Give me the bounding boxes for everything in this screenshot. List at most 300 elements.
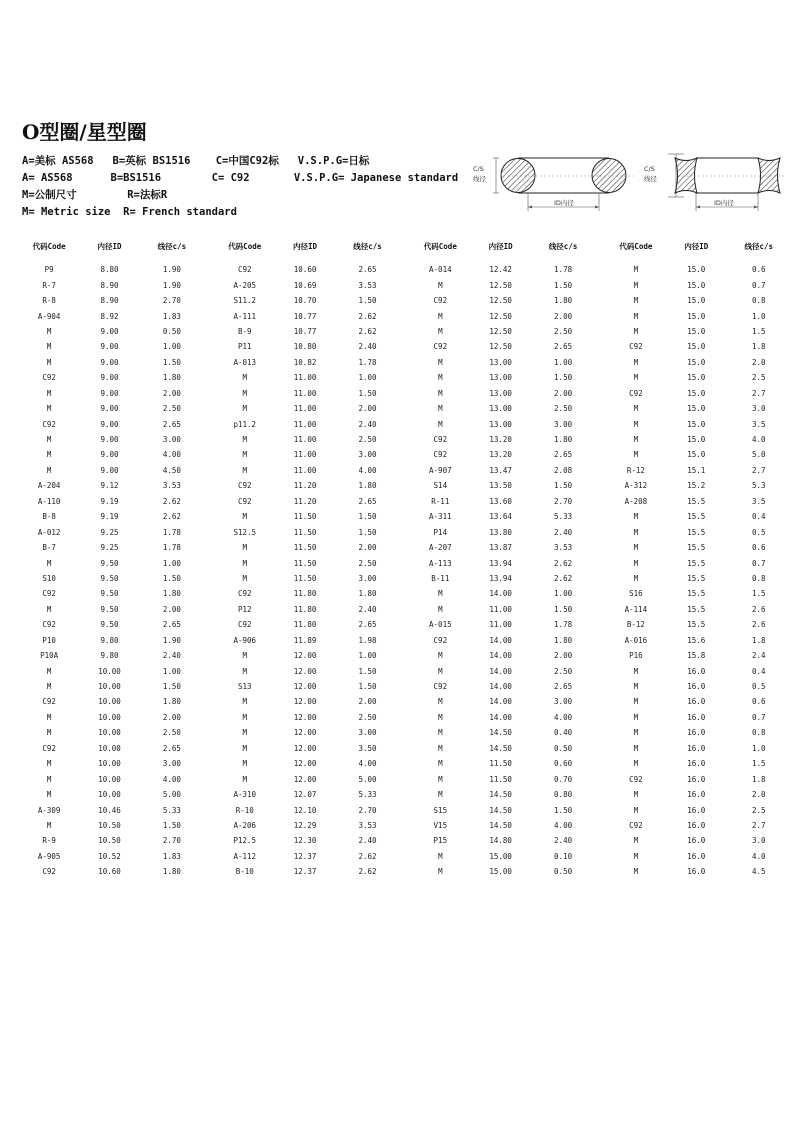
cs-label-top: C/S [473,165,484,173]
cell-cs: 2.62 [162,512,181,522]
header-code: 代码Code [228,241,262,251]
column-gap [399,494,411,509]
cell-id: 16.0 [687,820,706,830]
cell-id: 9.12 [100,481,119,491]
cell-cs: 2.40 [162,651,181,661]
column-gap [203,494,215,509]
cell-code: M [438,404,443,414]
cell-id: 10.00 [98,759,121,769]
column-gap [594,617,606,632]
cell-id: 11.50 [489,774,512,784]
cell-id: 12.50 [489,280,512,290]
cell-id: 15.5 [687,604,706,614]
cell-code: p11.2 [233,419,257,429]
column-gap [594,540,606,555]
cell-id: 10.50 [98,836,121,846]
column-gap [399,355,411,370]
cell-code: M [242,651,247,661]
column-gap [594,416,606,431]
cell-code: A-014 [429,265,452,275]
cell-cs: 1.8 [751,635,766,645]
column-gap [203,725,215,740]
cell-code: M [46,388,52,398]
cell-cs: 1.8 [751,342,766,352]
cell-id: 10.52 [98,851,121,861]
cell-cs: 2.70 [162,836,181,846]
cell-cs: 1.80 [358,589,377,599]
cell-id: 8.90 [100,280,119,290]
cell-code: S15 [433,805,448,815]
column-gap [203,648,215,663]
table-row [20,725,790,740]
cell-code: M [438,311,443,321]
table-row [20,818,790,833]
column-gap [399,478,411,493]
cell-cs: 1.78 [554,620,573,630]
cell-cs: 1.5 [751,589,766,599]
column-gap [203,463,215,478]
column-gap [203,355,215,370]
cell-code: C92 [629,820,643,830]
cell-cs: 3.00 [358,450,377,460]
cell-id: 9.00 [100,404,119,414]
size-table [20,238,790,880]
cell-cs: 0.8 [751,573,766,583]
cell-cs: 3.50 [358,743,377,753]
cell-cs: 2.40 [358,342,377,352]
column-gap [203,555,215,570]
cell-id: 11.80 [293,620,317,630]
cell-cs: 4.5 [751,867,766,877]
cell-code: A-012 [37,527,61,537]
cell-cs: 2.40 [358,836,377,846]
table-row [20,586,790,601]
cell-id: 9.50 [100,573,119,583]
cell-id: 11.00 [293,388,317,398]
cell-code: C92 [433,635,448,645]
column-gap [203,741,215,756]
cell-cs: 1.78 [162,543,181,553]
table-row [20,540,790,555]
cell-code: C92 [433,682,448,692]
cell-cs: 3.00 [358,728,377,738]
cell-cs: 3.53 [358,820,377,830]
cell-code: M [46,790,52,800]
cell-cs: 1.50 [162,682,181,692]
cell-cs: 1.00 [162,342,181,352]
cell-id: 13.00 [489,404,512,414]
cell-cs: 2.62 [358,851,377,861]
cell-code: M [633,373,639,383]
cell-id: 10.77 [293,326,317,336]
column-gap [203,447,215,462]
table-body [20,262,790,880]
cell-id: 16.0 [687,851,706,861]
column-gap [399,617,411,632]
cell-code: M [438,743,443,753]
cell-code: C92 [42,589,56,599]
cell-cs: 3.53 [554,543,573,553]
column-gap [203,478,215,493]
cell-code: S13 [237,682,252,692]
cell-id: 11.00 [489,620,512,630]
cell-id: 11.80 [293,604,317,614]
cell-code: A-312 [624,481,648,491]
column-gap [594,756,606,771]
cell-id: 9.80 [100,635,119,645]
cell-cs: 3.00 [554,419,573,429]
column-gap [203,386,215,401]
cell-code: M [242,743,247,753]
column-gap [203,663,215,678]
table-row [20,401,790,416]
cell-code: M [438,280,443,290]
cell-id: 16.0 [687,790,706,800]
table-row [20,679,790,694]
table-row [20,524,790,539]
column-gap [399,324,411,339]
column-gap [203,524,215,539]
column-gap [594,648,606,663]
cell-cs: 5.0 [751,450,766,460]
cell-code: M [438,651,443,661]
cell-id: 10.00 [98,712,121,722]
column-gap [594,324,606,339]
column-gap [203,710,215,725]
cell-cs: 2.08 [554,465,573,475]
cell-code: M [633,450,639,460]
cell-cs: 2.00 [358,404,377,414]
cell-cs: 2.50 [358,712,377,722]
cell-id: 12.00 [293,728,317,738]
column-gap [399,771,411,786]
cell-id: 13.87 [489,543,512,553]
xring-id-label: ID内径 [714,199,734,207]
cell-code: M [46,326,52,336]
table-row [20,494,790,509]
column-gap [594,494,606,509]
table-row [20,447,790,462]
cell-id: 12.00 [293,743,317,753]
cell-id: 11.20 [293,481,317,491]
cell-code: M [438,759,443,769]
cell-code: M [242,388,247,398]
column-gap [594,787,606,802]
column-gap [399,555,411,570]
cell-cs: 1.83 [162,851,181,861]
cell-code: C92 [433,435,448,445]
cell-id: 16.0 [687,712,706,722]
cell-code: B-7 [42,543,56,553]
cell-code: V15 [433,820,448,830]
cell-id: 10.77 [293,311,317,321]
cell-cs: 2.40 [554,527,573,537]
cell-code: A-907 [429,465,452,475]
cell-id: 12.00 [293,697,317,707]
cell-code: A-110 [37,496,61,506]
cell-id: 15.0 [687,342,706,352]
cell-cs: 2.65 [554,682,573,692]
cell-id: 15.0 [687,311,706,321]
table-row [20,370,790,385]
cell-code: M [633,296,639,306]
cell-id: 12.00 [293,666,317,676]
column-gap [399,586,411,601]
cell-id: 13.94 [489,558,512,568]
cell-cs: 0.6 [751,265,766,275]
cell-id: 10.46 [98,805,121,815]
cell-code: M [633,759,639,769]
cell-code: M [46,820,52,830]
cell-cs: 3.00 [358,573,377,583]
cell-code: M [438,604,443,614]
table-row [20,802,790,817]
id-label: ID内径 [554,199,574,207]
cell-cs: 5.33 [358,790,377,800]
cell-cs: 1.50 [554,481,573,491]
cell-id: 14.50 [489,805,512,815]
cell-code: M [46,465,52,475]
table-header-row [20,238,790,254]
column-gap [399,463,411,478]
table-row [20,339,790,354]
table-row [20,262,790,277]
legend-line-en: A= AS568 B=BS1516 C= C92 V.S.P.G= Japanese standard [22,172,459,184]
column-gap [594,262,606,277]
cell-cs: 1.5 [751,326,766,336]
cell-cs: 0.7 [751,280,766,290]
column-gap [399,802,411,817]
cell-id: 11.89 [293,635,317,645]
column-gap [203,849,215,864]
cell-id: 9.00 [100,419,119,429]
cell-id: 15.5 [687,512,706,522]
cell-cs: 1.78 [358,357,377,367]
column-gap [594,277,606,292]
column-gap [594,432,606,447]
cell-id: 15.5 [687,527,706,537]
cell-code: M [633,712,639,722]
cell-id: 14.00 [489,666,512,676]
column-gap [203,324,215,339]
cell-code: C92 [42,620,56,630]
cell-cs: 2.00 [554,311,573,321]
cell-code: M [633,573,639,583]
column-gap [594,386,606,401]
column-gap [399,401,411,416]
cell-id: 14.00 [489,589,512,599]
cell-code: P12 [237,604,252,614]
legend-line-metric-cn: M=公制尺寸 R=法标R [22,189,168,201]
cell-code: A-111 [233,311,257,321]
page-title: O型圈/星型圈 [22,120,147,144]
cell-cs: 1.50 [162,820,181,830]
cell-code: M [438,774,443,784]
cell-id: 12.42 [489,265,512,275]
header-code: 代码Code [32,241,66,251]
cell-id: 15.0 [687,357,706,367]
cell-code: S14 [433,481,448,491]
cell-id: 16.0 [687,743,706,753]
table-row [20,478,790,493]
cell-cs: 0.10 [554,851,573,861]
cell-code: M [633,851,639,861]
cell-id: 16.0 [687,759,706,769]
cell-id: 11.50 [293,558,317,568]
cell-code: M [633,790,639,800]
cell-code: A-112 [233,851,257,861]
cell-id: 15.0 [687,450,706,460]
cell-cs: 0.60 [554,759,573,769]
cell-id: 9.19 [100,512,119,522]
cell-id: 9.00 [100,373,119,383]
cell-id: 13.80 [489,527,512,537]
cell-code: P9 [44,265,54,275]
column-gap [594,463,606,478]
cell-code: P16 [629,651,643,661]
cell-code: A-206 [233,820,257,830]
cell-id: 15.0 [687,419,706,429]
cell-id: 15.5 [687,543,706,553]
column-gap [203,617,215,632]
column-gap [399,679,411,694]
cell-code: A-309 [37,805,61,815]
table-row [20,555,790,570]
cell-cs: 0.80 [554,790,573,800]
column-gap [594,633,606,648]
column-gap [594,355,606,370]
cell-cs: 1.50 [358,682,377,692]
column-gap [594,401,606,416]
header-cs: 线径c/s [548,241,578,251]
cell-cs: 2.7 [751,388,766,398]
cell-cs: 4.00 [358,465,377,475]
column-gap [203,432,215,447]
cell-cs: 2.00 [162,604,181,614]
cell-id: 10.50 [98,820,121,830]
cell-code: P11 [237,342,252,352]
cell-id: 14.00 [489,651,512,661]
column-gap [594,447,606,462]
cell-id: 10.69 [293,280,317,290]
column-gap [594,602,606,617]
cell-cs: 2.50 [554,404,573,414]
cell-code: M [633,404,639,414]
table-row [20,694,790,709]
cell-code: M [242,543,247,553]
column-gap [399,432,411,447]
cell-cs: 2.7 [751,820,766,830]
cell-cs: 3.5 [751,496,766,506]
xring-cs-label-bottom: 线径 [644,175,657,183]
column-gap [399,756,411,771]
cell-id: 10.00 [98,697,121,707]
cell-code: M [633,543,639,553]
cell-id: 12.00 [293,712,317,722]
cell-code: M [633,728,639,738]
cell-cs: 1.90 [162,635,181,645]
column-gap [399,509,411,524]
table-row [20,602,790,617]
cell-id: 9.50 [100,620,119,630]
cell-cs: 3.5 [751,419,766,429]
cell-cs: 0.6 [751,697,766,707]
cell-code: M [438,697,443,707]
cell-id: 13.50 [489,481,512,491]
legend-line-metric-en: M= Metric size R= French standard [22,206,237,218]
cell-id: 9.00 [100,357,119,367]
cell-id: 12.29 [293,820,317,830]
cell-cs: 1.50 [554,604,573,614]
cell-code: M [242,728,247,738]
cell-id: 16.0 [687,774,706,784]
cell-id: 10.80 [293,342,317,352]
cell-cs: 4.00 [554,820,573,830]
cell-id: 10.00 [98,774,121,784]
table-row [20,849,790,864]
cell-cs: 0.8 [751,296,766,306]
cell-code: C92 [237,481,252,491]
cell-cs: 0.7 [751,712,766,722]
cell-cs: 2.62 [358,326,377,336]
table-row [20,463,790,478]
cell-cs: 5.00 [358,774,377,784]
cell-code: C92 [237,265,252,275]
cell-code: M [633,697,639,707]
cell-code: M [633,867,639,877]
column-gap [594,293,606,308]
cell-id: 9.19 [100,496,119,506]
table-row [20,756,790,771]
cell-id: 14.00 [489,635,512,645]
cell-id: 15.0 [687,373,706,383]
header-cs: 线径c/s [157,241,187,251]
cell-code: M [633,666,639,676]
cell-code: R-12 [626,465,645,475]
cell-cs: 1.80 [554,296,573,306]
cell-id: 12.37 [293,851,317,861]
column-gap [594,339,606,354]
cell-id: 15.5 [687,589,706,599]
column-gap [399,277,411,292]
cell-id: 9.00 [100,465,119,475]
cell-cs: 2.65 [162,743,181,753]
cell-cs: 1.50 [554,280,573,290]
cell-id: 11.00 [293,465,317,475]
cell-id: 15.0 [687,404,706,414]
cell-id: 11.00 [293,419,317,429]
cell-code: R-7 [42,280,56,290]
cell-code: M [242,435,247,445]
column-gap [203,694,215,709]
column-gap [399,602,411,617]
cell-cs: 3.0 [751,404,766,414]
cell-cs: 2.50 [554,666,573,676]
cell-code: A-205 [233,280,257,290]
column-gap [594,694,606,709]
cell-cs: 2.40 [554,836,573,846]
cell-cs: 1.00 [358,651,377,661]
cell-id: 14.50 [489,820,512,830]
cell-id: 16.0 [687,682,706,692]
cell-id: 16.0 [687,728,706,738]
cell-code: C92 [237,620,252,630]
column-gap [399,339,411,354]
table-row [20,864,790,879]
cell-id: 11.80 [293,589,317,599]
cell-id: 8.92 [100,311,119,321]
cell-cs: 1.00 [554,357,573,367]
